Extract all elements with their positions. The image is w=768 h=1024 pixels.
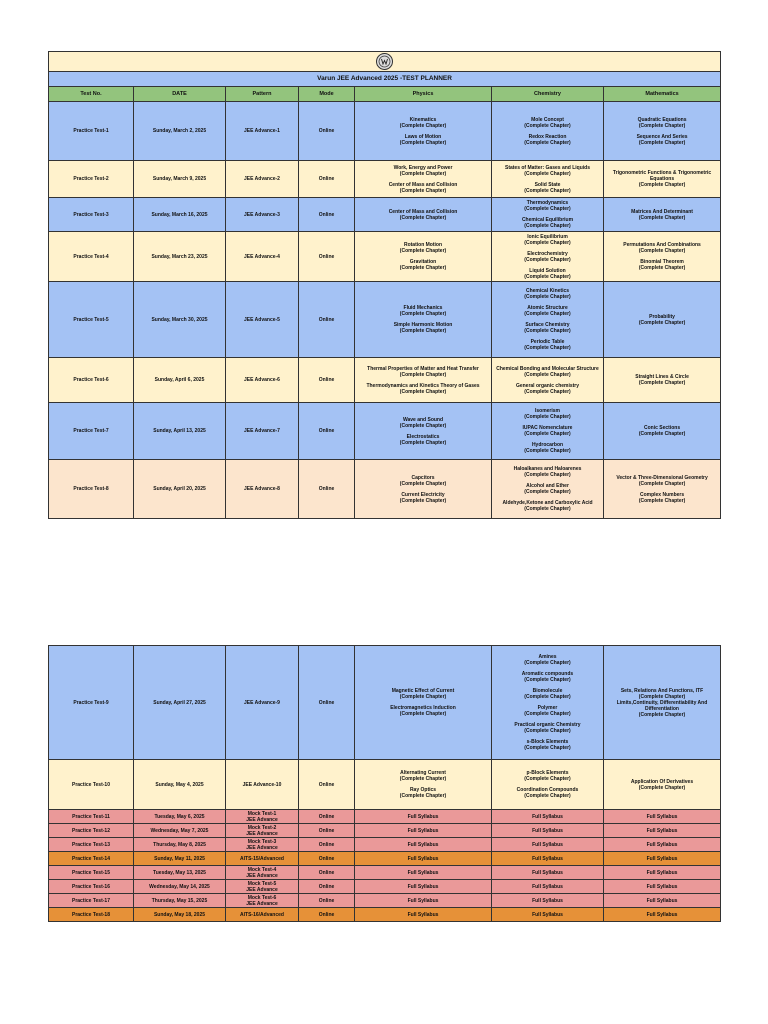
pattern-cell: JEE Advance-3 [226, 198, 299, 232]
logo-cell [49, 52, 721, 72]
mathematics-cell [604, 810, 721, 824]
circular-seal-logo-icon [376, 53, 393, 70]
physics-cell [355, 852, 492, 866]
test-no-cell: Practice Test-14 [49, 852, 134, 866]
pattern-cell: JEE Advance-9 [226, 646, 299, 760]
mode-cell: Online [299, 161, 355, 198]
mathematics-cell [604, 838, 721, 852]
header-chemistry: Chemistry [492, 87, 604, 102]
mathematics-cell-topic: Quadratic Equations (Complete Chapter) [637, 116, 687, 129]
physics-cell-topic: Full Syllabus [407, 869, 439, 876]
mathematics-cell [604, 908, 721, 922]
physics-cell [355, 161, 492, 198]
test-planner-table-page2 [48, 645, 721, 922]
header-physics: Physics [355, 87, 492, 102]
mathematics-cell-topic: Conic Sections (Complete Chapter) [638, 425, 686, 437]
date-cell: Sunday, April 6, 2025 [134, 358, 226, 403]
chemistry-cell-topic: Atomic Structure (Complete Chapter) [524, 305, 571, 317]
chemistry-cell-topic: Amines (Complete Chapter) [524, 654, 571, 666]
test-no-cell: Practice Test-3 [49, 198, 134, 232]
table-row [49, 880, 721, 894]
chemistry-cell [492, 282, 604, 358]
chemistry-cell [492, 358, 604, 403]
pattern-cell: JEE Advance-8 [226, 460, 299, 519]
physics-cell-topic: Full Syllabus [407, 813, 439, 820]
date-cell: Thursday, May 15, 2025 [134, 894, 226, 908]
chemistry-cell [492, 824, 604, 838]
pattern-cell: Mock Test-5 JEE Advance [226, 880, 299, 894]
mathematics-cell [604, 852, 721, 866]
physics-cell [355, 824, 492, 838]
mathematics-cell-topic: Trigonometric Functions & Trigonometric Equations (Complete Chapter) [612, 170, 712, 188]
table-row [49, 838, 721, 852]
date-cell: Sunday, March 9, 2025 [134, 161, 226, 198]
physics-cell-topic: Full Syllabus [407, 883, 439, 890]
mode-cell: Online [299, 460, 355, 519]
mathematics-cell [604, 824, 721, 838]
pattern-cell: Mock Test-4 JEE Advance [226, 866, 299, 880]
mathematics-cell-topic: Straight Lines & Circle (Complete Chapter) [635, 374, 689, 386]
physics-cell-topic: Current Electricity (Complete Chapter) [399, 491, 447, 504]
test-no-cell: Practice Test-1 [49, 102, 134, 161]
mathematics-cell [604, 161, 721, 198]
column-header-row [49, 87, 721, 102]
date-cell: Thursday, May 8, 2025 [134, 838, 226, 852]
mathematics-cell-topic: Full Syllabus [646, 855, 678, 862]
test-planner-table-page1 [48, 51, 721, 519]
test-no-cell: Practice Test-2 [49, 161, 134, 198]
table-row [49, 852, 721, 866]
mode-cell: Online [299, 824, 355, 838]
physics-cell-topic: Ray Optics (Complete Chapter) [399, 787, 447, 799]
physics-cell-topic: Full Syllabus [407, 855, 439, 862]
chemistry-cell-topic: Coordination Compounds (Complete Chapter) [516, 787, 579, 799]
physics-cell [355, 358, 492, 403]
mathematics-cell-topic: Full Syllabus [646, 813, 678, 820]
table-row [49, 760, 721, 810]
pattern-cell: JEE Advance-7 [226, 403, 299, 460]
mode-cell: Online [299, 760, 355, 810]
mathematics-cell [604, 866, 721, 880]
physics-cell [355, 810, 492, 824]
date-cell: Tuesday, May 13, 2025 [134, 866, 226, 880]
physics-cell-topic: Gravitation (Complete Chapter) [399, 259, 447, 271]
test-no-cell: Practice Test-12 [49, 824, 134, 838]
table-row [49, 646, 721, 760]
mathematics-cell [604, 760, 721, 810]
physics-cell [355, 460, 492, 519]
chemistry-cell-topic: p-Block Elements (Complete Chapter) [524, 770, 571, 782]
table-row [49, 358, 721, 403]
mathematics-cell [604, 880, 721, 894]
chemistry-cell [492, 403, 604, 460]
date-cell: Sunday, April 13, 2025 [134, 403, 226, 460]
pattern-cell: Mock Test-2 JEE Advance [226, 824, 299, 838]
pattern-cell: JEE Advance-1 [226, 102, 299, 161]
physics-cell-topic: Thermal Properties of Matter and Heat Transfer (Complete Chapter) [367, 365, 479, 378]
chemistry-cell-topic: Thermodynamics (Complete Chapter) [524, 200, 571, 212]
test-no-cell: Practice Test-17 [49, 894, 134, 908]
mode-cell: Online [299, 403, 355, 460]
mode-cell: Online [299, 646, 355, 760]
test-no-cell: Practice Test-4 [49, 232, 134, 282]
physics-cell [355, 232, 492, 282]
chemistry-cell-topic: Isomerism (Complete Chapter) [524, 408, 571, 420]
physics-cell-topic: Simple Harmonic Motion (Complete Chapter) [393, 322, 453, 334]
chemistry-cell-topic: Full Syllabus [532, 883, 563, 890]
physics-cell-topic: Electrostatics (Complete Chapter) [399, 433, 447, 446]
mathematics-cell-topic: Sequence And Series (Complete Chapter) [636, 133, 688, 146]
test-no-cell: Practice Test-9 [49, 646, 134, 760]
physics-cell [355, 880, 492, 894]
mathematics-cell-topic: Application Of Derivatives (Complete Chapter) [630, 778, 694, 791]
physics-cell [355, 908, 492, 922]
chemistry-cell-topic: Redox Reaction (Complete Chapter) [524, 133, 571, 146]
test-no-cell: Practice Test-5 [49, 282, 134, 358]
mode-cell: Online [299, 358, 355, 403]
test-no-cell: Practice Test-7 [49, 403, 134, 460]
mathematics-cell [604, 646, 721, 760]
mathematics-cell [604, 102, 721, 161]
chemistry-cell-topic: Practical organic Chemistry (Complete Chapter) [514, 722, 581, 734]
mode-cell: Online [299, 282, 355, 358]
chemistry-cell-topic: Biomolecule (Complete Chapter) [524, 688, 571, 700]
date-cell: Sunday, April 27, 2025 [134, 646, 226, 760]
header-mathematics: Mathematics [604, 87, 721, 102]
table-row [49, 866, 721, 880]
physics-cell-topic: Thermodynamics and Kinetics Theory of Gases (Complete Chapter) [366, 382, 480, 395]
chemistry-cell-topic: Aldehyde,Ketone and Carboxylic Acid (Complete Chapter) [502, 500, 593, 512]
mode-cell: Online [299, 908, 355, 922]
physics-cell-topic: Laws of Motion (Complete Chapter) [399, 133, 447, 146]
mode-cell: Online [299, 880, 355, 894]
chemistry-cell [492, 838, 604, 852]
chemistry-cell-topic: States of Matter: Gases and Liquids (Complete Chapter) [504, 164, 591, 177]
chemistry-cell-topic: Liquid Solution (Complete Chapter) [524, 267, 571, 280]
chemistry-cell-topic: Aromatic compounds (Complete Chapter) [521, 671, 574, 683]
chemistry-cell-topic: Full Syllabus [532, 869, 563, 876]
mathematics-cell-topic: Full Syllabus [646, 897, 678, 904]
physics-cell-topic: Full Syllabus [407, 827, 439, 834]
date-cell: Wednesday, May 14, 2025 [134, 880, 226, 894]
mathematics-cell [604, 460, 721, 519]
chemistry-cell-topic: IUPAC Nomenclature (Complete Chapter) [522, 425, 573, 437]
chemistry-cell-topic: Ionic Equilibrium (Complete Chapter) [524, 233, 571, 246]
mathematics-cell-topic: Full Syllabus [646, 911, 678, 918]
table-row [49, 102, 721, 161]
mode-cell: Online [299, 102, 355, 161]
physics-cell-topic: Work, Energy and Power (Complete Chapter) [393, 164, 453, 177]
mathematics-cell [604, 403, 721, 460]
table-row [49, 824, 721, 838]
table-row [49, 232, 721, 282]
pattern-cell: Mock Test-6 JEE Advance [226, 894, 299, 908]
physics-cell-topic: Full Syllabus [407, 841, 439, 848]
table-row [49, 282, 721, 358]
physics-cell [355, 646, 492, 760]
mathematics-cell-topic: Binomial Theorem (Complete Chapter) [638, 259, 686, 271]
date-cell: Wednesday, May 7, 2025 [134, 824, 226, 838]
mode-cell: Online [299, 838, 355, 852]
test-no-cell: Practice Test-11 [49, 810, 134, 824]
chemistry-cell-topic: Periodic Table (Complete Chapter) [524, 339, 571, 351]
chemistry-cell-topic: Full Syllabus [532, 827, 563, 834]
physics-cell-topic: Kinematics (Complete Chapter) [399, 116, 447, 129]
chemistry-cell-topic: Full Syllabus [532, 841, 563, 848]
header-date: DATE [134, 87, 226, 102]
chemistry-cell [492, 810, 604, 824]
mathematics-cell [604, 198, 721, 232]
physics-cell-topic: Full Syllabus [407, 897, 439, 904]
test-no-cell: Practice Test-10 [49, 760, 134, 810]
physics-cell-topic: Capcitors (Complete Chapter) [399, 474, 447, 487]
chemistry-cell-topic: Chemical Equilibrium (Complete Chapter) [521, 217, 574, 229]
header-test-no: Test No. [49, 87, 134, 102]
table-row [49, 161, 721, 198]
mathematics-cell-topic: Sets, Relations And Functions, ITF (Complete Chapter) Limits,Continuity, Differentiability And Differentiation (Complete Chapter) [616, 687, 708, 718]
mathematics-cell-topic: Matrices And Determinant (Complete Chapter) [631, 208, 693, 221]
pattern-cell: JEE Advance-2 [226, 161, 299, 198]
chemistry-cell-topic: General organic chemistry (Complete Chapter) [515, 382, 580, 395]
test-no-cell: Practice Test-13 [49, 838, 134, 852]
mode-cell: Online [299, 894, 355, 908]
chemistry-cell-topic: Chemical Kinetics (Complete Chapter) [524, 288, 571, 300]
test-no-cell: Practice Test-16 [49, 880, 134, 894]
physics-cell-topic: Alternating Current (Complete Chapter) [399, 770, 447, 782]
date-cell: Sunday, March 2, 2025 [134, 102, 226, 161]
chemistry-cell-topic: Chemical Bonding and Molecular Structure (Complete Chapter) [496, 365, 599, 378]
pattern-cell: AITS-16/Advanced [226, 908, 299, 922]
chemistry-cell-topic: Full Syllabus [532, 911, 563, 918]
table-row [49, 894, 721, 908]
chemistry-cell-topic: Full Syllabus [532, 813, 563, 820]
date-cell: Sunday, March 23, 2025 [134, 232, 226, 282]
pattern-cell: JEE Advance-5 [226, 282, 299, 358]
chemistry-cell [492, 198, 604, 232]
table-row [49, 460, 721, 519]
header-mode: Mode [299, 87, 355, 102]
mode-cell: Online [299, 198, 355, 232]
mathematics-cell [604, 282, 721, 358]
date-cell: Sunday, May 4, 2025 [134, 760, 226, 810]
physics-cell [355, 403, 492, 460]
chemistry-cell [492, 460, 604, 519]
mathematics-cell-topic: Probability (Complete Chapter) [638, 313, 686, 326]
physics-cell [355, 894, 492, 908]
physics-cell [355, 866, 492, 880]
pattern-cell: AITS-15/Advanced [226, 852, 299, 866]
chemistry-cell-topic: Alcohol and Ether (Complete Chapter) [524, 483, 571, 495]
chemistry-cell [492, 866, 604, 880]
test-no-cell: Practice Test-15 [49, 866, 134, 880]
physics-cell [355, 838, 492, 852]
pattern-cell: JEE Advance-4 [226, 232, 299, 282]
chemistry-cell-topic: Mole Concept (Complete Chapter) [524, 116, 571, 129]
chemistry-cell-topic: Hydrocarbon (Complete Chapter) [524, 442, 571, 454]
table-row [49, 403, 721, 460]
mode-cell: Online [299, 866, 355, 880]
physics-cell-topic: Center of Mass and Collision (Complete Chapter) [388, 181, 458, 194]
mathematics-cell [604, 894, 721, 908]
test-no-cell: Practice Test-18 [49, 908, 134, 922]
table-row [49, 810, 721, 824]
date-cell: Sunday, May 11, 2025 [134, 852, 226, 866]
chemistry-cell-topic: s-Block Elements (Complete Chapter) [524, 739, 571, 751]
header-pattern: Pattern [226, 87, 299, 102]
test-no-cell: Practice Test-8 [49, 460, 134, 519]
physics-cell [355, 760, 492, 810]
chemistry-cell-topic: Surface Chemistry (Complete Chapter) [524, 322, 571, 334]
chemistry-cell-topic: Solid State (Complete Chapter) [524, 181, 571, 194]
physics-cell-topic: Fluid Mechanics (Complete Chapter) [399, 305, 447, 317]
chemistry-cell [492, 880, 604, 894]
mode-cell: Online [299, 810, 355, 824]
chemistry-cell-topic: Polymer (Complete Chapter) [524, 705, 571, 717]
mathematics-cell-topic: Vector & Three-Dimensional Geometry (Complete Chapter) [616, 474, 708, 487]
physics-cell-topic: Center of Mass and Collision (Complete Chapter) [388, 208, 458, 221]
chemistry-cell [492, 852, 604, 866]
date-cell: Sunday, March 16, 2025 [134, 198, 226, 232]
mathematics-cell [604, 232, 721, 282]
mathematics-cell-topic: Full Syllabus [646, 841, 678, 848]
physics-cell-topic: Rotation Motion (Complete Chapter) [399, 242, 447, 254]
chemistry-cell [492, 646, 604, 760]
physics-cell [355, 102, 492, 161]
mathematics-cell-topic: Full Syllabus [646, 827, 678, 834]
chemistry-cell-topic: Haloalkanes and Haloarenes (Complete Chapter) [513, 466, 582, 478]
mathematics-cell [604, 358, 721, 403]
physics-cell-topic: Electromagnetics Induction (Complete Chapter) [390, 705, 456, 717]
chemistry-cell [492, 908, 604, 922]
physics-cell-topic: Full Syllabus [407, 911, 439, 918]
mathematics-cell-topic: Full Syllabus [646, 883, 678, 890]
chemistry-cell [492, 102, 604, 161]
physics-cell-topic: Magnetic Effect of Current (Complete Chapter) [391, 688, 455, 700]
physics-cell [355, 198, 492, 232]
pattern-cell: Mock Test-1 JEE Advance [226, 810, 299, 824]
pattern-cell: Mock Test-3 JEE Advance [226, 838, 299, 852]
date-cell: Sunday, March 30, 2025 [134, 282, 226, 358]
pattern-cell: JEE Advance-10 [226, 760, 299, 810]
chemistry-cell-topic: Electrochemistry (Complete Chapter) [524, 250, 571, 263]
table-row [49, 198, 721, 232]
chemistry-cell-topic: Full Syllabus [532, 897, 563, 904]
chemistry-cell [492, 161, 604, 198]
date-cell: Sunday, May 18, 2025 [134, 908, 226, 922]
pattern-cell: JEE Advance-6 [226, 358, 299, 403]
mode-cell: Online [299, 852, 355, 866]
mathematics-cell-topic: Full Syllabus [646, 869, 678, 876]
date-cell: Tuesday, May 6, 2025 [134, 810, 226, 824]
mode-cell: Online [299, 232, 355, 282]
chemistry-cell-topic: Full Syllabus [532, 855, 563, 862]
date-cell: Sunday, April 20, 2025 [134, 460, 226, 519]
physics-cell [355, 282, 492, 358]
mathematics-cell-topic: Permutations And Combinations (Complete Chapter) [623, 242, 701, 254]
test-no-cell: Practice Test-6 [49, 358, 134, 403]
planner-title: Varun JEE Advanced 2025 -TEST PLANNER [49, 72, 721, 87]
chemistry-cell [492, 232, 604, 282]
chemistry-cell [492, 894, 604, 908]
mathematics-cell-topic: Complex Numbers (Complete Chapter) [638, 491, 686, 504]
physics-cell-topic: Wave and Sound (Complete Chapter) [399, 416, 447, 429]
chemistry-cell [492, 760, 604, 810]
table-row [49, 908, 721, 922]
